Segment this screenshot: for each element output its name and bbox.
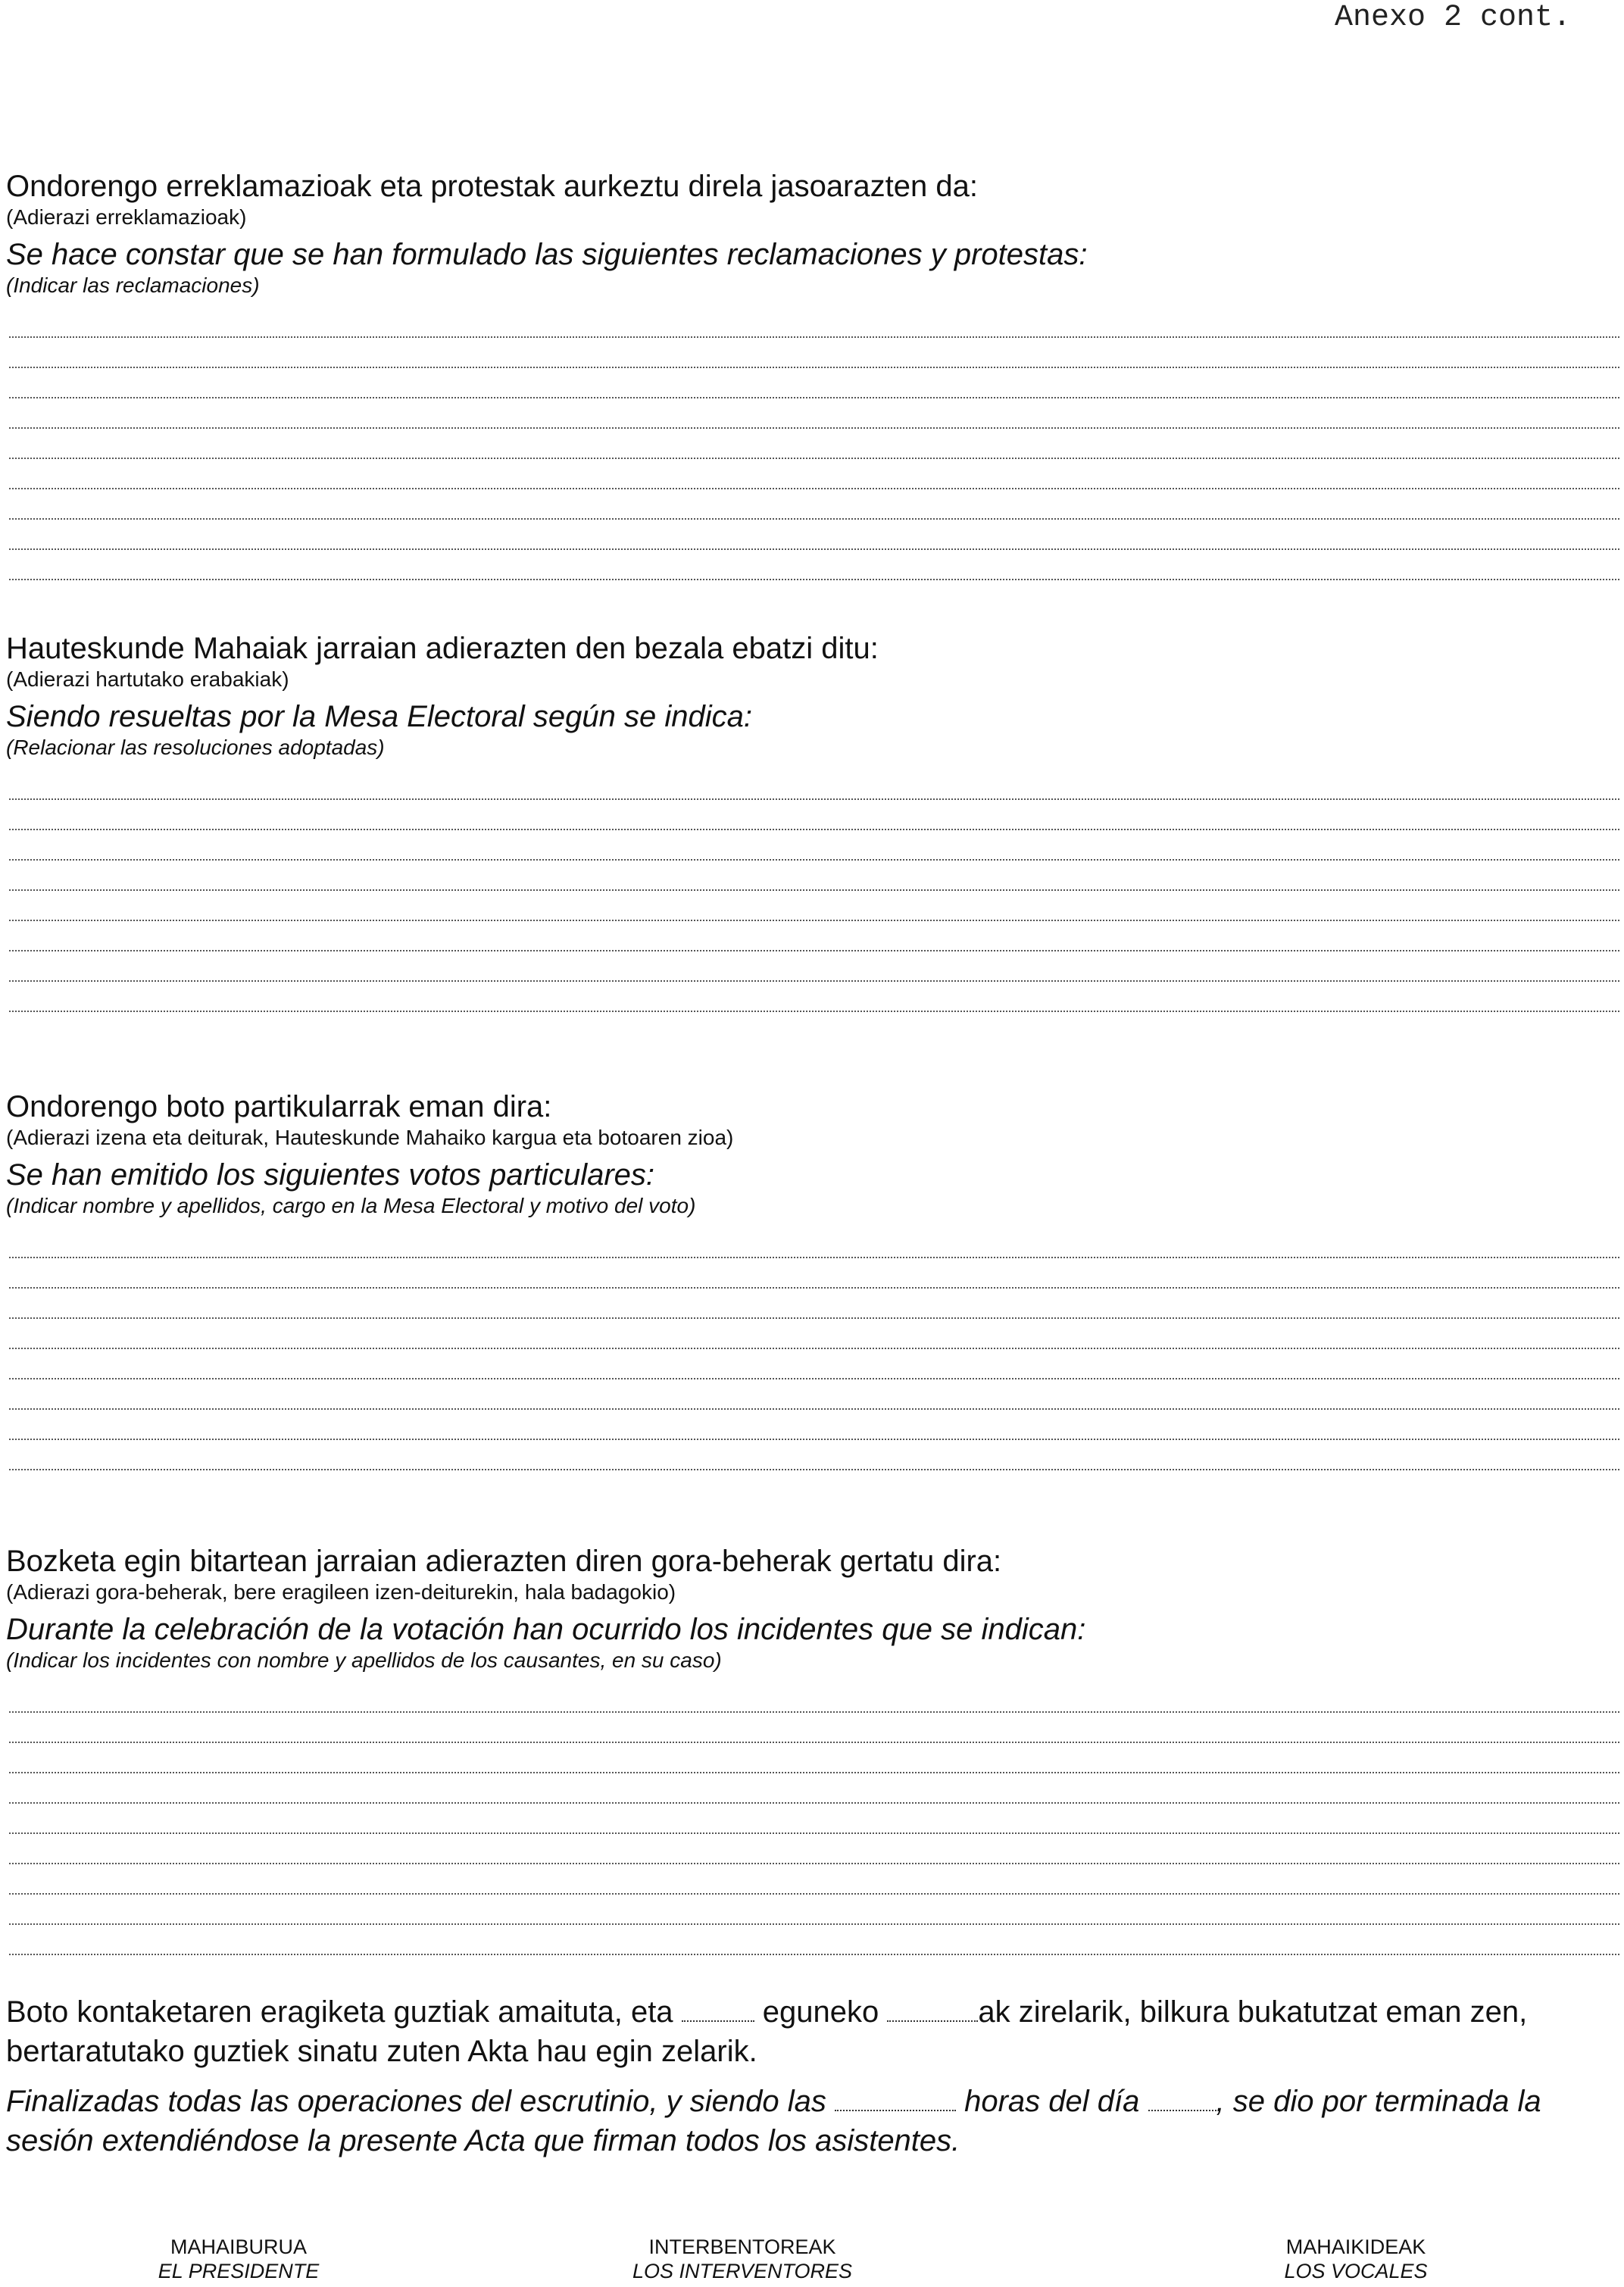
section-note-eu: (Adierazi gora-beherak, bere eragileen izen-deiturekin, hala badagokio): [6, 1580, 676, 1604]
dotted-answer-lines[interactable]: [9, 1228, 1619, 1470]
section-note-es: (Indicar las reclamaciones): [6, 273, 260, 297]
signature-vocals: [1242, 2235, 1469, 2283]
dotted-line[interactable]: [9, 308, 1619, 338]
dotted-line[interactable]: [9, 1895, 1619, 1925]
signature-label-es: LOS VOCALES: [1284, 2260, 1428, 2282]
day-blank-field[interactable]: [1148, 2089, 1216, 2111]
dotted-line[interactable]: [9, 398, 1619, 429]
dotted-line[interactable]: [9, 1289, 1619, 1319]
signature-president: [125, 2235, 352, 2283]
dotted-line[interactable]: [9, 550, 1619, 580]
section-resolutions: [6, 630, 1619, 1012]
section-claims: [6, 168, 1619, 580]
dotted-line[interactable]: [9, 1258, 1619, 1289]
dotted-line[interactable]: [9, 770, 1619, 800]
dotted-line[interactable]: [9, 368, 1619, 398]
section-title-eu: Ondorengo boto partikularrak eman dira:: [6, 1090, 552, 1123]
dotted-line[interactable]: [9, 921, 1619, 951]
dotted-line[interactable]: [9, 1743, 1619, 1773]
dotted-line[interactable]: [9, 1319, 1619, 1349]
section-note-eu: (Adierazi erreklamazioak): [6, 205, 247, 229]
section-note-es: (Relacionar las resoluciones adoptadas): [6, 736, 385, 759]
dotted-line[interactable]: [9, 1440, 1619, 1470]
closing-text-es: [6, 2082, 1619, 2160]
section-title-es: Se han emitido los siguientes votos particulares:: [6, 1158, 655, 1192]
dotted-line[interactable]: [9, 1228, 1619, 1258]
dotted-line[interactable]: [9, 520, 1619, 550]
dotted-line[interactable]: [9, 429, 1619, 459]
closing-eu-part1: Boto kontaketaren eragiketa guztiak amaituta, eta: [6, 1995, 673, 2029]
section-title-es: Se hace constar que se han formulado las siguientes reclamaciones y protestas:: [6, 238, 1088, 271]
section-title-es: Durante la celebración de la votación han ocurrido los incidentes que se indican:: [6, 1613, 1086, 1646]
section-note-es: (Indicar los incidentes con nombre y apellidos de los causantes, en su caso): [6, 1648, 722, 1672]
dotted-line[interactable]: [9, 1925, 1619, 1955]
section-particular-votes: [6, 1089, 1619, 1470]
dotted-line[interactable]: [9, 338, 1619, 368]
signature-label-eu: INTERBENTOREAK: [648, 2235, 836, 2258]
dotted-line[interactable]: [9, 1682, 1619, 1713]
annex-header: Anexo 2 cont.: [1334, 1, 1571, 35]
section-title-es: Siendo resueltas por la Mesa Electoral según se indica:: [6, 700, 752, 733]
section-title-eu: Bozketa egin bitartean jarraian adierazten diren gora-beherak gertatu dira:: [6, 1545, 1002, 1578]
closing-text-eu: [6, 1992, 1619, 2071]
dotted-line[interactable]: [9, 1379, 1619, 1410]
dotted-answer-lines[interactable]: [9, 308, 1619, 580]
dotted-answer-lines[interactable]: [9, 1682, 1619, 1955]
dotted-answer-lines[interactable]: [9, 770, 1619, 1012]
closing-es-part2: horas del día: [964, 2085, 1140, 2118]
signature-label-es: LOS INTERVENTORES: [632, 2260, 853, 2282]
section-note-es: (Indicar nombre y apellidos, cargo en la Mesa Electoral y motivo del voto): [6, 1194, 696, 1217]
dotted-line[interactable]: [9, 1410, 1619, 1440]
section-title-eu: Hauteskunde Mahaiak jarraian adierazten den bezala ebatzi ditu:: [6, 632, 879, 665]
time-blank-field[interactable]: [887, 1999, 978, 2022]
hours-blank-field[interactable]: [835, 2089, 956, 2111]
signature-label-eu: MAHAIKIDEAK: [1285, 2235, 1426, 2258]
signature-interventors: [591, 2235, 894, 2283]
section-note-eu: (Adierazi hartutako erabakiak): [6, 667, 289, 691]
section-incidents: [6, 1543, 1619, 1955]
signature-label-eu: MAHAIBURUA: [170, 2235, 308, 2258]
dotted-line[interactable]: [9, 1713, 1619, 1743]
dotted-line[interactable]: [9, 489, 1619, 520]
closing-statement: [6, 1992, 1619, 2160]
dotted-line[interactable]: [9, 1773, 1619, 1804]
dotted-line[interactable]: [9, 982, 1619, 1012]
dotted-line[interactable]: [9, 800, 1619, 830]
signature-label-es: EL PRESIDENTE: [158, 2260, 320, 2282]
dotted-line[interactable]: [9, 861, 1619, 891]
closing-es-part3: , se dio por terminada la sesión extendiéndose la presente Acta que firman todos los asistentes.: [6, 2085, 1541, 2157]
dotted-line[interactable]: [9, 459, 1619, 489]
dotted-line[interactable]: [9, 1804, 1619, 1834]
dotted-line[interactable]: [9, 1349, 1619, 1379]
closing-eu-part2: eguneko: [762, 1995, 879, 2029]
dotted-line[interactable]: [9, 1864, 1619, 1895]
section-title-eu: Ondorengo erreklamazioak eta protestak aurkeztu direla jasoarazten da:: [6, 170, 978, 203]
dotted-line[interactable]: [9, 830, 1619, 861]
dotted-line[interactable]: [9, 1834, 1619, 1864]
dotted-line[interactable]: [9, 951, 1619, 982]
dotted-line[interactable]: [9, 891, 1619, 921]
date-blank-field[interactable]: [682, 1999, 754, 2022]
closing-es-part1: Finalizadas todas las operaciones del escrutinio, y siendo las: [6, 2085, 826, 2118]
closing-eu-part3: ak zirelarik, bilkura bukatutzat eman zen, bertaratutako guztiek sinatu zuten Akta hau egin zelarik.: [6, 1995, 1528, 2068]
section-note-eu: (Adierazi izena eta deiturak, Hauteskunde Mahaiko kargua eta botoaren zioa): [6, 1126, 734, 1149]
